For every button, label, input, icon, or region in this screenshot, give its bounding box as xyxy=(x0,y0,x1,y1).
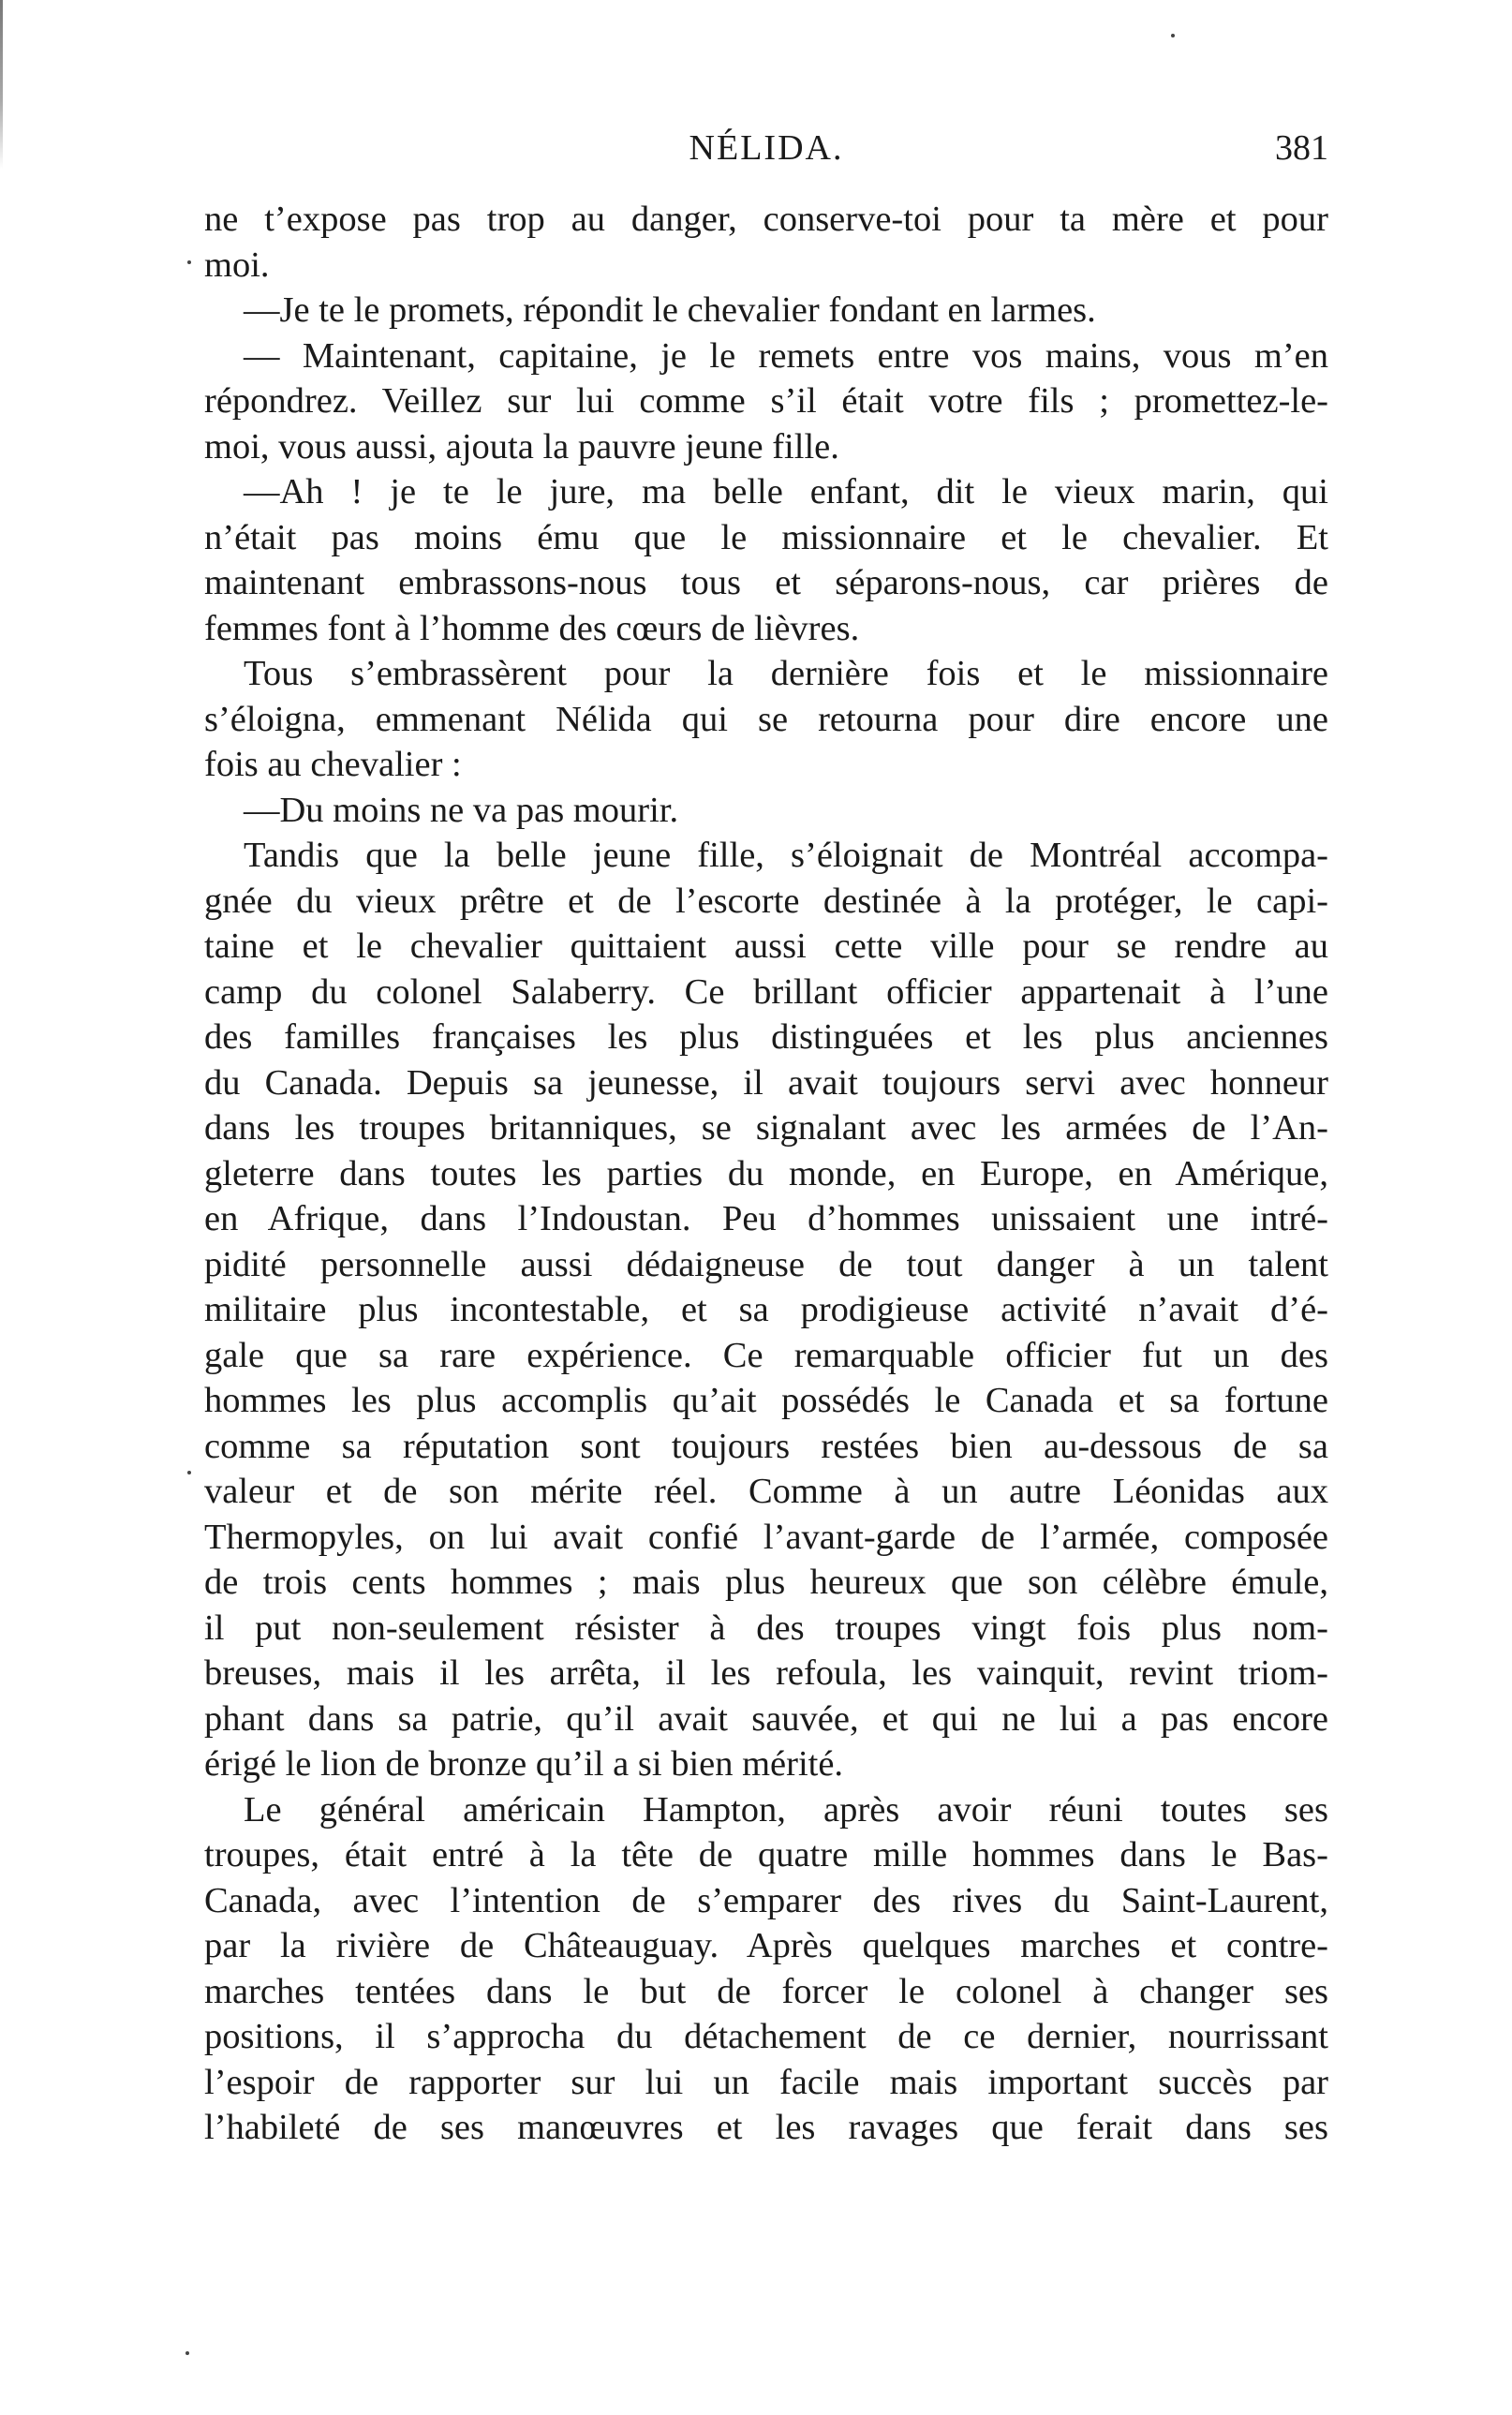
text-line: moi, vous aussi, ajouta la pauvre jeune fille. xyxy=(204,426,839,467)
text-line: moi. xyxy=(204,244,270,285)
text-line: l’habileté de ses manœuvres et les ravages que ferait dans ses xyxy=(204,2108,1328,2147)
text-line: pidité personnelle aussi dédaigneuse de tout danger à un talent xyxy=(204,1244,1328,1284)
text-line: des familles françaises les plus distinguées et les plus anciennes xyxy=(204,1017,1328,1057)
text-line: érigé le lion de bronze qu’il a si bien mérité. xyxy=(204,1744,844,1784)
scan-edge-shadow xyxy=(0,0,3,169)
text-line: gleterre dans toutes les parties du monde, en Europe, en Amérique, xyxy=(204,1153,1328,1193)
running-title: NÉLIDA. xyxy=(689,128,844,168)
text-line: troupes, était entré à la tête de quatre mille hommes dans le Bas- xyxy=(204,1835,1328,1874)
text-line: valeur et de son mérite réel. Comme à un autre Léonidas aux xyxy=(204,1472,1328,1511)
margin-speck xyxy=(187,260,191,264)
text-line: répondrez. Veillez sur lui comme s’il était votre fils ; promettez-le- xyxy=(204,381,1328,421)
text-line: Thermopyles, on lui avait confié l’avant-garde de l’armée, composée xyxy=(204,1517,1328,1557)
text-line: Le général américain Hampton, après avoir réuni toutes ses xyxy=(244,1789,1328,1830)
text-line: hommes les plus accomplis qu’ait possédés le Canada et sa fortune xyxy=(204,1381,1328,1420)
text-line: du Canada. Depuis sa jeunesse, il avait toujours servi avec honneur xyxy=(204,1062,1328,1103)
text-line: l’espoir de rapporter sur lui un facile mais important succès par xyxy=(204,2062,1328,2102)
text-line: n’était pas moins ému que le missionnaire et le chevalier. Et xyxy=(204,517,1328,557)
text-line: s’éloigna, emmenant Nélida qui se retourna pour dire encore une xyxy=(204,699,1328,739)
text-line: il put non-seulement résister à des troupes vingt fois plus nom- xyxy=(204,1608,1328,1648)
text-line: gnée du vieux prêtre et de l’escorte destinée à la protéger, le capi- xyxy=(204,881,1328,921)
text-line: gale que sa rare expérience. Ce remarquable officier fut un des xyxy=(204,1335,1328,1375)
margin-speck xyxy=(1171,34,1175,37)
text-line: marches tentées dans le but de forcer le colonel à changer ses xyxy=(204,1971,1328,2011)
text-line: militaire plus incontestable, et sa prodigieuse activité n’avait d’é- xyxy=(204,1290,1328,1329)
text-line: camp du colonel Salaberry. Ce brillant officier appartenait à l’une xyxy=(204,971,1328,1012)
margin-speck xyxy=(187,1471,191,1474)
text-line: par la rivière de Châteauguay. Après quelques marches et contre- xyxy=(204,1926,1328,1965)
margin-speck xyxy=(185,2351,189,2355)
text-line: Tous s’embrassèrent pour la dernière fois et le missionnaire xyxy=(244,654,1328,693)
text-line: — Maintenant, capitaine, je le remets entre vos mains, vous m’en xyxy=(244,335,1328,376)
page-number: 381 xyxy=(1275,128,1328,168)
page-header xyxy=(204,120,1328,176)
text-line: breuses, mais il les arrêta, il les refoula, les vainquit, revint triom- xyxy=(204,1653,1328,1693)
text-line: dans les troupes britanniques, se signalant avec les armées de l’An- xyxy=(204,1108,1328,1148)
text-line: taine et le chevalier quittaient aussi cette ville pour se rendre au xyxy=(204,926,1328,966)
text-line: positions, il s’approcha du détachement de ce dernier, nourrissant xyxy=(204,2017,1328,2056)
text-line: Canada, avec l’intention de s’emparer des rives du Saint-Laurent, xyxy=(204,1880,1328,1920)
text-line: maintenant embrassons-nous tous et séparons-nous, car prières de xyxy=(204,563,1328,602)
text-line: —Je te le promets, répondit le chevalier fondant en larmes. xyxy=(244,290,1096,330)
text-line: de trois cents hommes ; mais plus heureux que son célèbre émule, xyxy=(204,1563,1328,1602)
text-line: comme sa réputation sont toujours restées bien au-dessous de sa xyxy=(204,1426,1328,1466)
text-line: en Afrique, dans l’Indoustan. Peu d’hommes unissaient une intré- xyxy=(204,1199,1328,1238)
text-line: ne t’expose pas trop au danger, conserve-toi pour ta mère et pour xyxy=(204,200,1328,239)
text-line: —Du moins ne va pas mourir. xyxy=(244,790,679,830)
text-line: phant dans sa patrie, qu’il avait sauvée, et qui ne lui a pas encore xyxy=(204,1698,1328,1739)
text-line: Tandis que la belle jeune fille, s’éloignait de Montréal accompa- xyxy=(244,836,1328,875)
text-line: —Ah ! je te le jure, ma belle enfant, dit le vieux marin, qui xyxy=(244,472,1328,511)
text-line: femmes font à l’homme des cœurs de lièvres. xyxy=(204,608,860,648)
body-text xyxy=(204,197,1328,2151)
text-line: fois au chevalier : xyxy=(204,745,462,784)
